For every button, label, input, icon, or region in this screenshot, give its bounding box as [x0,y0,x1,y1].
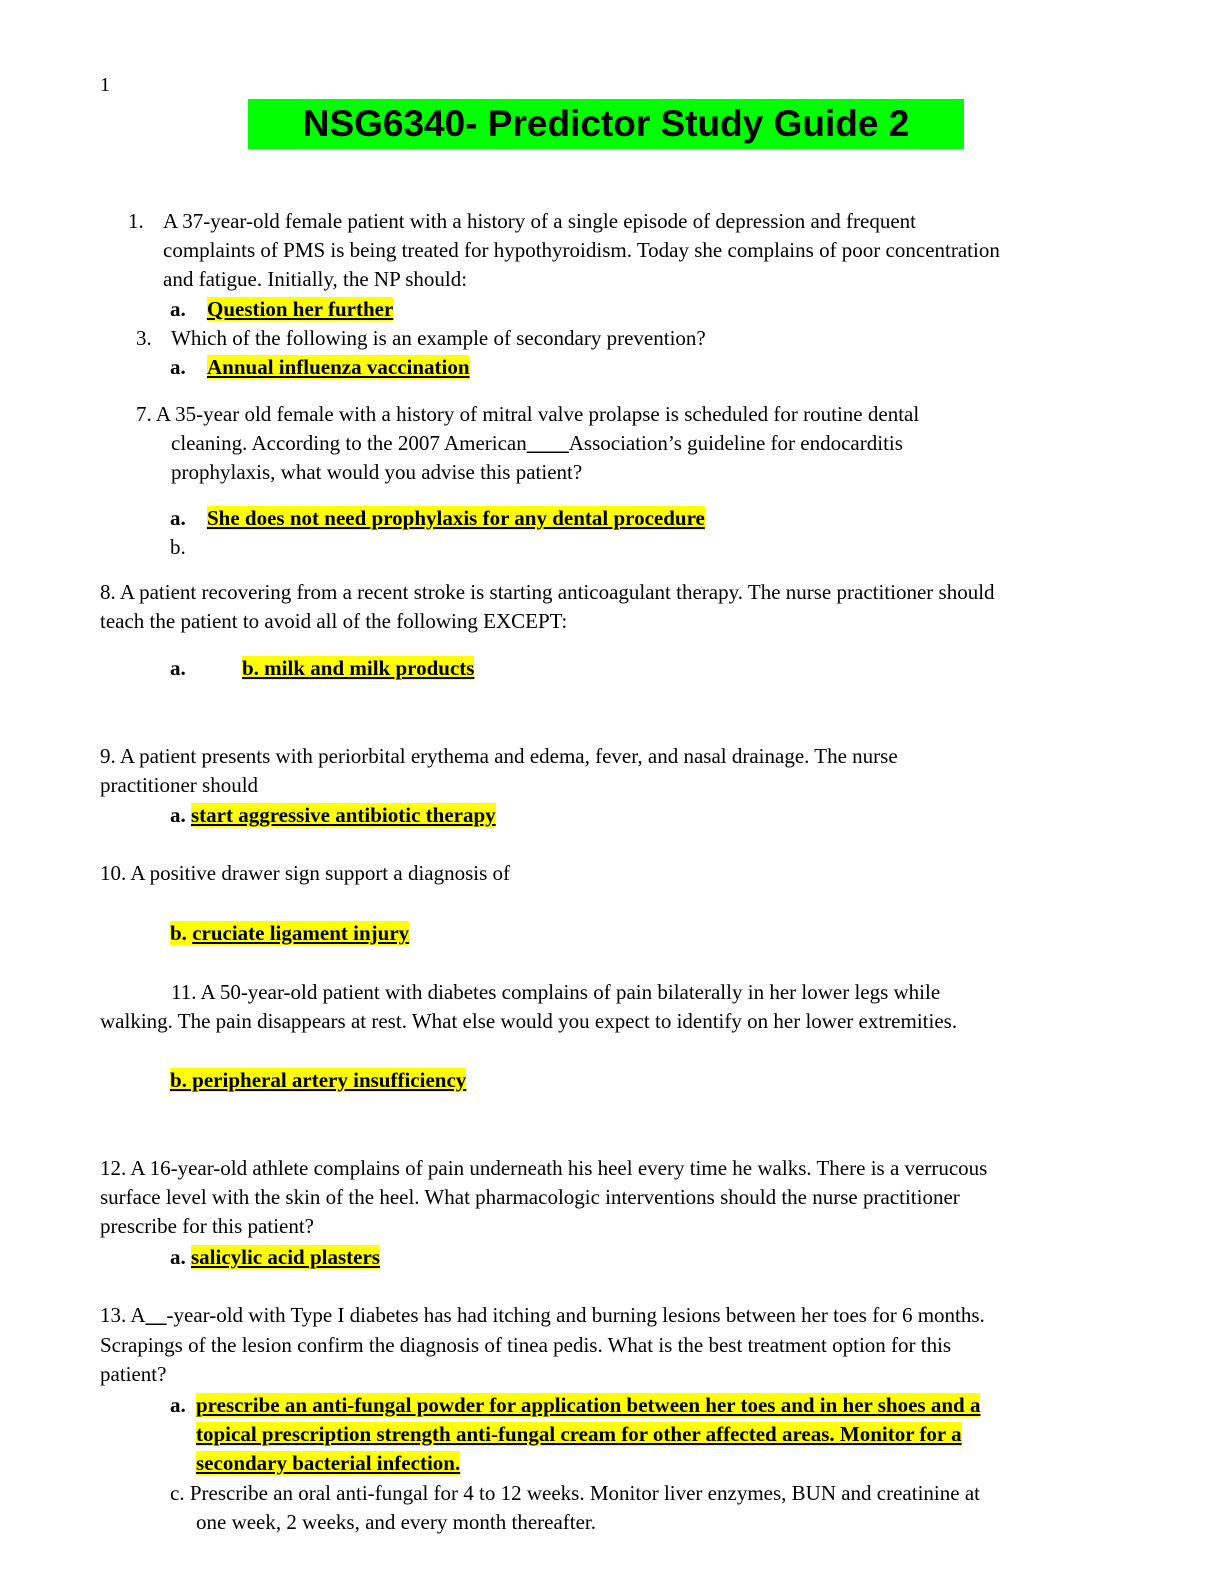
q12-answer-label: a. [170,1245,186,1269]
q13-answer-label: a. [170,1393,186,1417]
q7-line-2a: cleaning. According to the 2007 American [171,431,527,455]
q9-answer-text: start aggressive antibiotic therapy [191,803,496,827]
q3-number: 3. [136,326,152,350]
q9-answer [170,801,496,829]
q1-line-1: A 37-year-old female patient with a history of a single episode of depression and frequent [163,209,917,233]
q13-answer-text-3: secondary bacterial infection. [196,1451,461,1475]
q7-answer-text: She does not need prophylaxis for any dental procedure [207,506,705,530]
q8-answer-label: a. [170,656,186,680]
q12-answer [170,1243,380,1271]
q7-option-b: b. [170,535,186,559]
q13-blank: __ [145,1303,167,1327]
q1-answer-text: Question her further [207,297,394,321]
q9-line-2: practitioner should [100,773,259,797]
q12-line-3: prescribe for this patient? [100,1214,314,1238]
q13-answer-text-2: topical prescription strength anti-fungal cream for other affected areas. Monitor for a [196,1422,962,1446]
q13-option-c-line-2: one week, 2 weeks, and every month thereafter. [196,1510,597,1534]
q9-line-1: 9. A patient presents with periorbital erythema and edema, fever, and nasal drainage. The nurse [100,744,898,768]
q13-line-3: patient? [100,1362,167,1386]
q8-answer [242,654,474,682]
q13-answer-line-1 [196,1391,980,1419]
page-number: 1 [100,74,110,96]
q3-answer [207,353,470,381]
q7-line-3: prophylaxis, what would you advise this patient? [171,460,583,484]
q10-answer [170,919,409,947]
q3-answer-text: Annual influenza vaccination [207,355,470,379]
q1-answer-label: a. [170,297,186,321]
q10-text: 10. A positive drawer sign support a diagnosis of [100,861,511,885]
q12-answer-text: salicylic acid plasters [191,1245,380,1269]
q11-line-1: 11. A 50-year-old patient with diabetes complains of pain bilaterally in her lower legs while [171,980,941,1004]
q13-option-c-line-1: c. Prescribe an oral anti-fungal for 4 to 12 weeks. Monitor liver enzymes, BUN and creatinine at [170,1481,980,1505]
q7-line-1: 7. A 35-year old female with a history of mitral valve prolapse is scheduled for routine dental [136,402,920,426]
q7-line-2 [171,429,903,457]
q13-line-1a: 13. A [100,1303,146,1327]
q11-line-2: walking. The pain disappears at rest. What else would you expect to identify on her lower extremities. [100,1009,958,1033]
q8-line-2: teach the patient to avoid all of the following EXCEPT: [100,609,568,633]
q3-text: Which of the following is an example of secondary prevention? [171,326,706,350]
q8-answer-text: b. milk and milk products [242,656,475,680]
q10-answer-text: cruciate ligament injury [192,921,410,945]
q12-line-2: surface level with the skin of the heel. What pharmacologic interventions should the nurse practitioner [100,1185,960,1209]
q7-answer [207,504,705,532]
q13-answer-text-1: prescribe an anti-fungal powder for application between her toes and in her shoes and a [196,1393,981,1417]
q1-line-2: complaints of PMS is being treated for hypothyroidism. Today she complains of poor concentration [163,238,1000,262]
q1-line-3: and fatigue. Initially, the NP should: [163,267,468,291]
q13-answer-line-2 [196,1420,962,1448]
q13-line-2: Scrapings of the lesion confirm the diagnosis of tinea pedis. What is the best treatment option for this [100,1333,952,1357]
q7-answer-label: a. [170,506,186,530]
q13-line-1 [100,1301,985,1329]
q10-answer-label: b. [170,921,187,945]
q1-answer [207,295,393,323]
q11-answer [170,1066,466,1094]
q12-line-1: 12. A 16-year-old athlete complains of pain underneath his heel every time he walks. There is a verrucous [100,1156,988,1180]
q8-line-1: 8. A patient recovering from a recent stroke is starting anticoagulant therapy. The nurse practitioner should [100,580,995,604]
q7-line-2b: Association’s guideline for endocarditis [568,431,903,455]
q1-number: 1. [128,209,144,233]
q13-answer-line-3 [196,1449,460,1477]
q9-answer-label: a. [170,803,186,827]
q13-line-1b: -year-old with Type I diabetes has had itching and burning lesions between her toes for 6 months. [166,1303,985,1327]
q7-blank: ____ [526,431,569,455]
q11-answer-text: b. peripheral artery insufficiency [170,1068,467,1092]
q3-answer-label: a. [170,355,186,379]
document-title: NSG6340- Predictor Study Guide 2 [248,99,964,149]
